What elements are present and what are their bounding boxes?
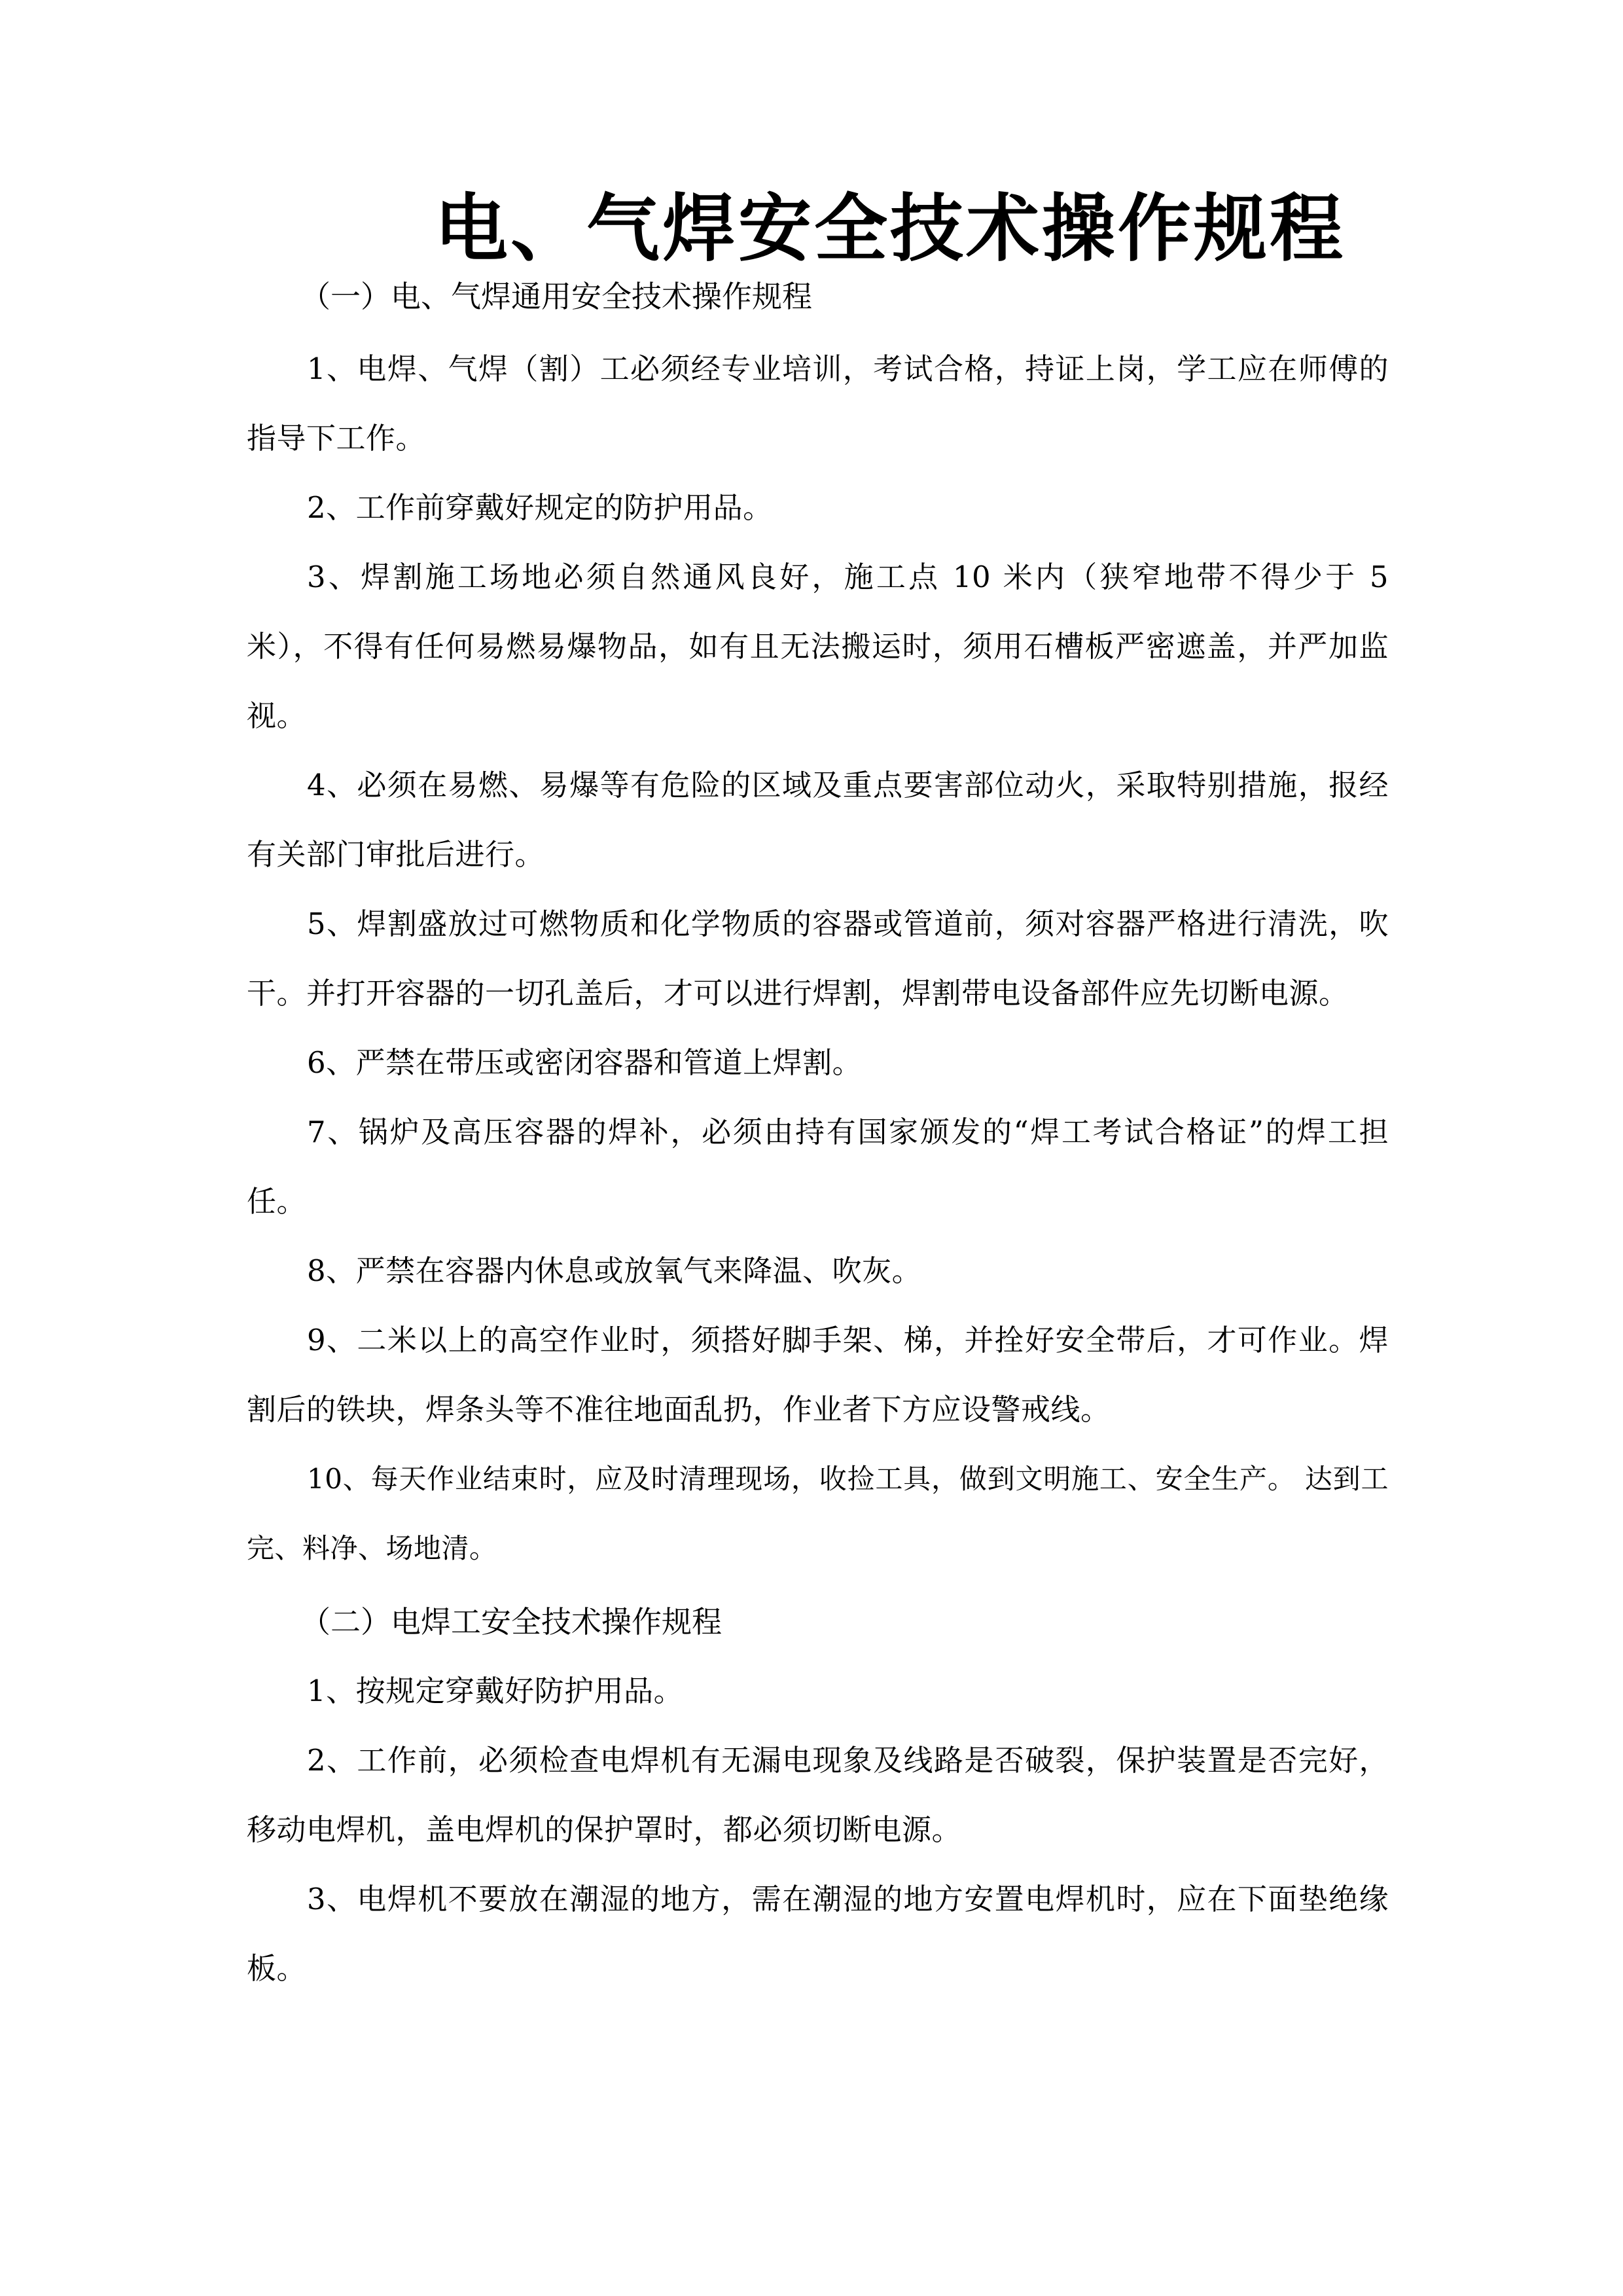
list-item: 3、焊割施工场地必须自然通风良好，施工点 10 米内（狭窄地带不得少于 5 米），不得有任何易燃易爆物品，如有且无法搬运时，须用石槽板严密遮盖，并严加监视。 (247, 560, 1389, 733)
list-item: 7、锅炉及高压容器的焊补，必须由持有国家颁发的“焊工考试合格证”的焊工担任。 (247, 1115, 1389, 1219)
list-item: 6、严禁在带压或密闭容器和管道上焊割。 (307, 1045, 863, 1080)
list-item: 2、工作前穿戴好规定的防护用品。 (307, 490, 773, 525)
list-item: 1、电焊、气焊（割）工必须经专业培训，考试合格，持证上岗，学工应在师傅的指导下工作。 (247, 351, 1389, 456)
section-heading: （二）电焊工安全技术操作规程 (300, 1604, 722, 1640)
list-item: 5、焊割盛放过可燃物质和化学物质的容器或管道前，须对容器严格进行清洗，吹干。并打开容器的一切孔盖后，才可以进行焊割，焊割带电设备部件应先切断电源。 (247, 906, 1389, 1011)
page-title: 电、气焊安全技术操作规程 (435, 186, 1346, 272)
list-item: 1、按规定穿戴好防护用品。 (307, 1674, 684, 1708)
section-heading: （一）电、气焊通用安全技术操作规程 (300, 279, 812, 314)
list-item: 8、严禁在容器内休息或放氧气来降温、吹灰。 (307, 1253, 922, 1288)
list-item: 9、二米以上的高空作业时，须搭好脚手架、梯，并拴好安全带后，才可作业。焊割后的铁块，焊条头等不准往地面乱扔，作业者下方应设警戒线。 (247, 1323, 1389, 1427)
document-body (247, 278, 1389, 2003)
list-item: 3、电焊机不要放在潮湿的地方，需在潮湿的地方安置电焊机时，应在下面垫绝缘板。 (247, 1882, 1389, 1986)
list-item: 4、必须在易燃、易爆等有危险的区域及重点要害部位动火，采取特别措施，报经有关部门审批后进行。 (247, 768, 1389, 872)
list-item: 2、工作前，必须检查电焊机有无漏电现象及线路是否破裂，保护装置是否完好，移动电焊机，盖电焊机的保护罩时，都必须切断电源。 (247, 1743, 1389, 1847)
list-item: 10、每天作业结束时，应及时清理现场，收捡工具，做到文明施工、安全生产。 达到工完、料净、场地清。 (247, 1463, 1389, 1564)
